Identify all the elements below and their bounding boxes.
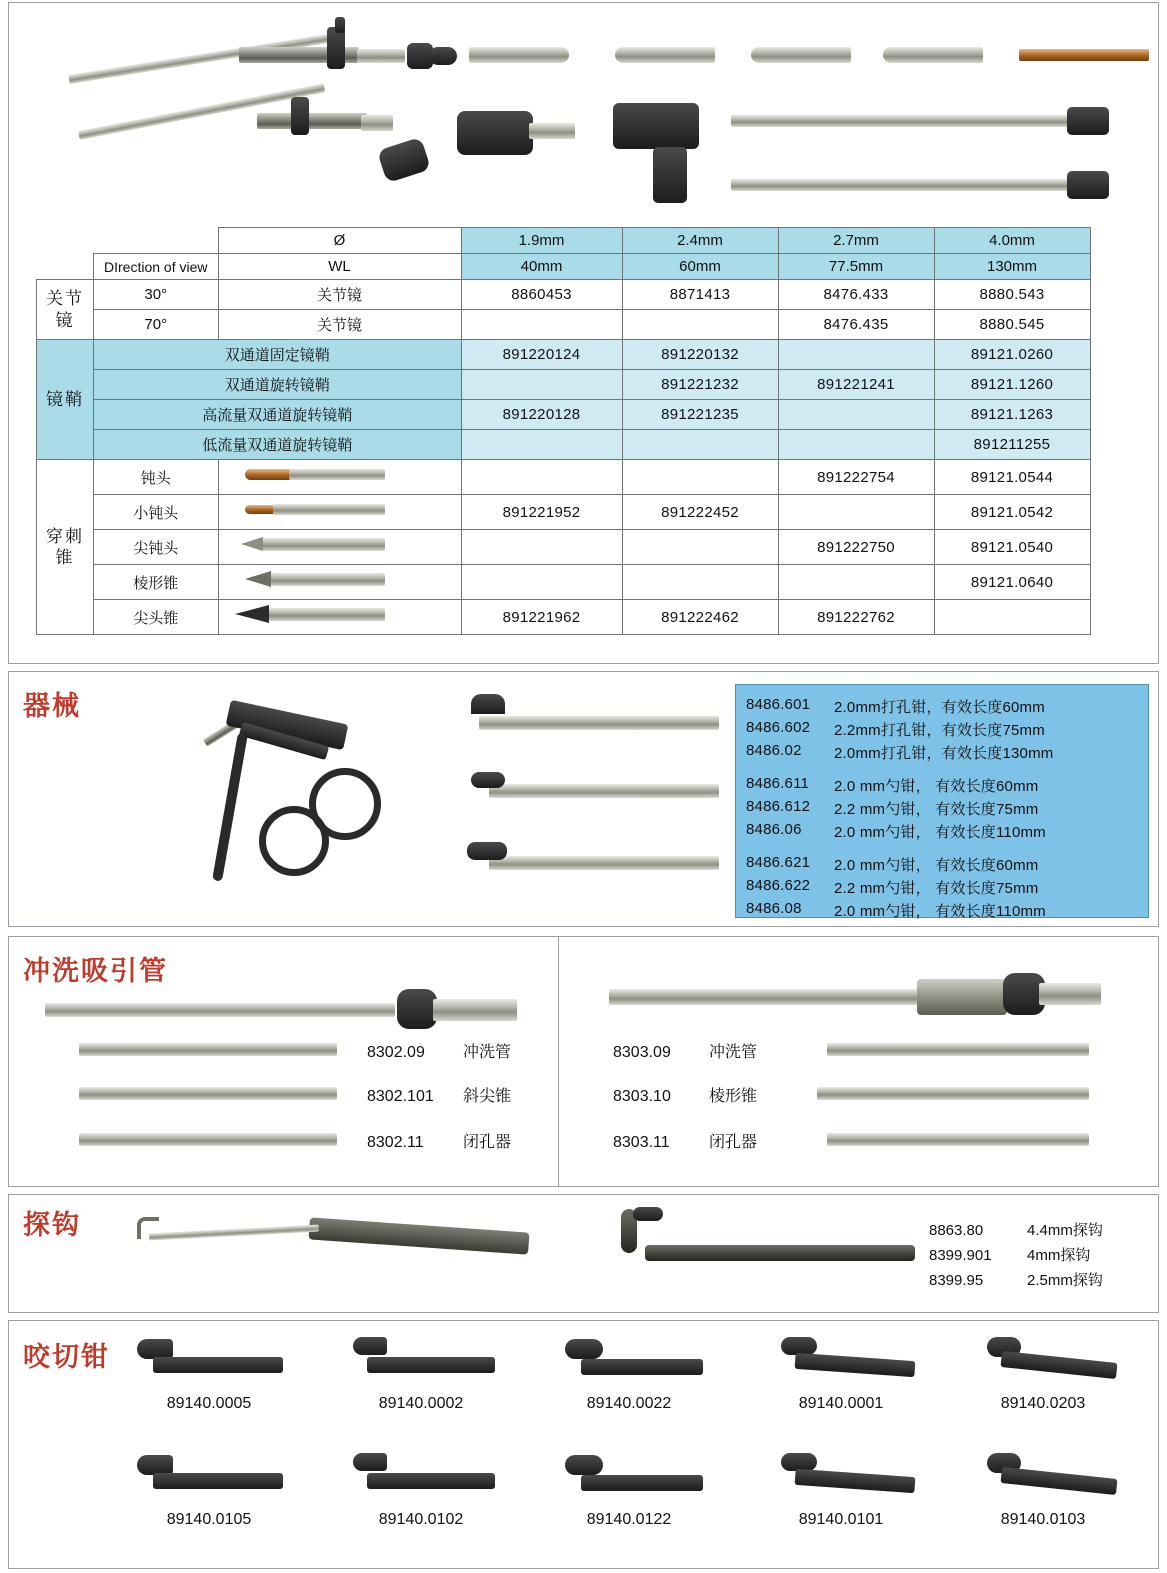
list-item: 8486.08 2.0 mm勺钳， 有效长度110mm <box>746 900 1046 920</box>
arthroscope-body-2 <box>291 97 309 135</box>
code: 891220124 <box>461 340 622 370</box>
code: 891222452 <box>622 495 778 530</box>
tube-left-1 <box>79 1043 337 1056</box>
specification-table <box>36 227 1091 635</box>
code: 891221232 <box>622 370 778 400</box>
arthroscope-eyecup-2 <box>377 137 431 184</box>
code: 891222750 <box>778 530 934 565</box>
tube-left-3 <box>79 1133 337 1146</box>
code <box>622 430 778 460</box>
punch-jaw-icon <box>119 1449 299 1505</box>
code: 891222754 <box>778 460 934 495</box>
code <box>461 565 622 600</box>
list-item: 8399.95 2.5mm探钩 <box>929 1272 1103 1289</box>
punch-jaw-instrument-1 <box>479 716 719 730</box>
code: 89121.0540 <box>934 530 1090 565</box>
code: 891220128 <box>461 400 622 430</box>
product-name-scope-30: 关节镜 <box>218 280 461 310</box>
punch-jaw-instrument-3 <box>489 856 719 870</box>
punch-item: 89140.0002 <box>331 1333 511 1413</box>
cannula-upper <box>731 115 1071 127</box>
hook-panel <box>8 1194 1159 1313</box>
irrigation-title: 冲洗吸引管 <box>23 956 168 987</box>
table-row <box>37 370 1091 400</box>
punch-jaw-icon <box>539 1449 719 1505</box>
code: 89121.1263 <box>934 400 1090 430</box>
panel-divider <box>558 937 559 1186</box>
list-item: 8486.611 2.0 mm勺钳， 有效长度60mm <box>746 775 1039 795</box>
punch-item: 89140.0105 <box>119 1449 299 1529</box>
hook-code-list <box>929 1217 1103 1292</box>
blunt-tip-icon <box>218 460 461 495</box>
punch-jaw-tip-1 <box>471 694 505 714</box>
small-blunt-tip-icon <box>218 495 461 530</box>
product-name-sheath-4: 低流量双通道旋转镜鞘 <box>94 430 462 460</box>
code <box>622 310 778 340</box>
punch-title: 咬切钳 <box>23 1342 110 1373</box>
diameter-symbol-cell: Ø <box>218 228 461 254</box>
arthroscope-light-post-1 <box>335 17 345 33</box>
arthroscope-eyepiece-1 <box>357 49 405 63</box>
irrigation-cannula-right <box>609 989 929 1005</box>
code: 89121.0640 <box>934 565 1090 600</box>
scopes-photo-strip <box>9 3 1158 211</box>
product-name-trocar-4: 棱形锥 <box>94 565 219 600</box>
code: 891211255 <box>934 430 1090 460</box>
punch-item: 89140.0101 <box>751 1449 931 1529</box>
obturator-2 <box>615 47 715 63</box>
code <box>778 340 934 370</box>
group-label-sheath: 镜鞘 <box>37 340 94 460</box>
list-item: 8486.602 2.2mm打孔钳，有效长度75mm <box>746 719 1045 739</box>
view-angle-30: 30° <box>94 280 219 310</box>
hook-probe-shaft <box>149 1225 319 1241</box>
list-item: 8486.601 2.0mm打孔钳，有效长度60mm <box>746 696 1045 716</box>
copper-tip-obturator <box>1019 49 1149 61</box>
table-row <box>37 400 1091 430</box>
arthroscope-shaft-2 <box>78 83 325 140</box>
pyramid-tip-icon <box>218 565 461 600</box>
code: 891221235 <box>622 400 778 430</box>
table-header-row-wl <box>37 254 1091 280</box>
table-row <box>37 495 1091 530</box>
code: 891220132 <box>622 340 778 370</box>
wl-1: 40mm <box>461 254 622 280</box>
code <box>461 370 622 400</box>
table-row <box>37 280 1091 310</box>
tube-right-1 <box>827 1043 1089 1056</box>
punch-jaw-icon <box>751 1449 931 1505</box>
camera-handle <box>653 147 687 203</box>
code <box>461 430 622 460</box>
punch-jaw-tip-3 <box>467 842 507 860</box>
wl-header: WL <box>218 254 461 280</box>
hook-large-tip-icon <box>633 1207 663 1221</box>
irrigation-cannula-left <box>45 1003 395 1017</box>
punch-item: 89140.0001 <box>751 1333 931 1413</box>
code: 891221952 <box>461 495 622 530</box>
code <box>622 530 778 565</box>
code <box>461 310 622 340</box>
list-item: 8399.901 4mm探钩 <box>929 1247 1091 1264</box>
punch-item: 89140.0122 <box>539 1449 719 1529</box>
list-item: 8303.11 闭孔器 <box>613 1134 758 1151</box>
code: 89121.1260 <box>934 370 1090 400</box>
diameter-2: 2.4mm <box>622 228 778 254</box>
cannula-lower <box>731 179 1071 191</box>
wl-3: 77.5mm <box>778 254 934 280</box>
code <box>934 600 1090 635</box>
irrigation-stopcock-left <box>397 989 437 1029</box>
irrigation-panel <box>8 936 1159 1187</box>
table-row <box>37 565 1091 600</box>
camera-head <box>613 103 699 149</box>
hook-large-shaft <box>645 1245 915 1261</box>
list-item: 8486.612 2.2 mm勺钳， 有效长度75mm <box>746 798 1039 818</box>
product-name-trocar-5: 尖头锥 <box>94 600 219 635</box>
punch-jaw-tip-2 <box>471 772 505 788</box>
obturator-4 <box>883 47 983 63</box>
tube-left-2 <box>79 1087 337 1100</box>
punch-panel <box>8 1320 1159 1569</box>
code: 8871413 <box>622 280 778 310</box>
arthroscope-cable-connector-1 <box>429 47 457 65</box>
code: 8476.433 <box>778 280 934 310</box>
punch-jaw-icon <box>331 1333 511 1389</box>
list-item: 8863.80 4.4mm探钩 <box>929 1222 1103 1239</box>
instruments-title: 器械 <box>23 691 81 722</box>
table-row <box>37 530 1091 565</box>
table-row <box>37 460 1091 495</box>
code: 891222762 <box>778 600 934 635</box>
irrigation-connector-left <box>433 999 517 1021</box>
punch-jaw-icon <box>119 1333 299 1389</box>
arthroscope-eyepiece-2 <box>361 115 393 131</box>
list-item: 8302.101 斜尖锥 <box>367 1088 512 1105</box>
table-row <box>37 310 1091 340</box>
code <box>622 565 778 600</box>
obturator-3 <box>751 47 851 63</box>
punch-jaw-instrument-2 <box>489 784 719 798</box>
code <box>778 400 934 430</box>
sharp-tip-icon <box>218 600 461 635</box>
hook-probe-handle <box>309 1217 530 1254</box>
diameter-4: 4.0mm <box>934 228 1090 254</box>
code <box>778 495 934 530</box>
product-name-trocar-3: 尖钝头 <box>94 530 219 565</box>
code <box>461 460 622 495</box>
irrigation-grip-right <box>917 979 1007 1015</box>
hook-title: 探钩 <box>23 1210 81 1241</box>
table-row <box>37 340 1091 370</box>
diameter-1: 1.9mm <box>461 228 622 254</box>
code: 891221962 <box>461 600 622 635</box>
table-header-row-diameter <box>37 228 1091 254</box>
code: 89121.0542 <box>934 495 1090 530</box>
arthroscope-body-1 <box>327 27 345 69</box>
list-item: 8486.622 2.2 mm勺钳， 有效长度75mm <box>746 877 1039 897</box>
list-item: 8302.11 闭孔器 <box>367 1134 512 1151</box>
trocar-handle <box>457 111 533 155</box>
list-item: 8486.02 2.0mm打孔钳，有效长度130mm <box>746 742 1054 762</box>
code: 891222462 <box>622 600 778 635</box>
punch-jaw-icon <box>539 1333 719 1389</box>
punch-item: 89140.0203 <box>953 1333 1133 1413</box>
code <box>778 565 934 600</box>
punch-item: 89140.0005 <box>119 1333 299 1413</box>
punch-item: 89140.0022 <box>539 1333 719 1413</box>
wl-2: 60mm <box>622 254 778 280</box>
code: 8860453 <box>461 280 622 310</box>
direction-of-view-header: DIrection of view <box>94 254 219 280</box>
scopes-panel <box>8 2 1159 664</box>
list-item: 8486.621 2.0 mm勺钳， 有效长度60mm <box>746 854 1039 874</box>
punch-jaw-icon <box>953 1449 1133 1505</box>
code <box>461 530 622 565</box>
arthroscope-sheath-2 <box>257 113 367 129</box>
view-angle-70: 70° <box>94 310 219 340</box>
code: 8476.435 <box>778 310 934 340</box>
instruments-code-box <box>735 684 1149 918</box>
punch-jaw-icon <box>751 1333 931 1389</box>
group-label-scope: 关节镜 <box>37 280 94 340</box>
irrigation-connector-right <box>1039 983 1101 1005</box>
punch-jaw-icon <box>331 1449 511 1505</box>
group-label-trocar: 穿刺锥 <box>37 460 94 635</box>
code: 89121.0544 <box>934 460 1090 495</box>
table-row <box>37 430 1091 460</box>
code: 891221241 <box>778 370 934 400</box>
instruments-panel <box>8 671 1159 927</box>
forceps-ring-lower <box>259 806 329 876</box>
punch-jaw-icon <box>953 1333 1133 1389</box>
tube-right-3 <box>827 1133 1089 1146</box>
list-item: 8303.10 棱形锥 <box>613 1088 758 1105</box>
punch-item: 89140.0103 <box>953 1449 1133 1529</box>
code: 8880.545 <box>934 310 1090 340</box>
list-item: 8303.09 冲洗管 <box>613 1044 758 1061</box>
wl-4: 130mm <box>934 254 1090 280</box>
code: 8880.543 <box>934 280 1090 310</box>
list-item: 8302.09 冲洗管 <box>367 1044 512 1061</box>
product-name-scope-70: 关节镜 <box>218 310 461 340</box>
forceps-lower-arm <box>212 732 248 881</box>
hook-probe-tip-icon <box>137 1217 159 1239</box>
cannula-upper-connector <box>1067 107 1109 135</box>
product-name-trocar-1: 钝头 <box>94 460 219 495</box>
code <box>622 460 778 495</box>
cannula-lower-connector <box>1067 171 1109 199</box>
product-name-sheath-2: 双通道旋转镜鞘 <box>94 370 462 400</box>
semi-sharp-tip-icon <box>218 530 461 565</box>
punch-item: 89140.0102 <box>331 1449 511 1529</box>
product-name-sheath-1: 双通道固定镜鞘 <box>94 340 462 370</box>
product-name-sheath-3: 高流量双通道旋转镜鞘 <box>94 400 462 430</box>
code <box>778 430 934 460</box>
product-name-trocar-2: 小钝头 <box>94 495 219 530</box>
diameter-3: 2.7mm <box>778 228 934 254</box>
table-row <box>37 600 1091 635</box>
code: 89121.0260 <box>934 340 1090 370</box>
list-item: 8486.06 2.0 mm勺钳， 有效长度110mm <box>746 821 1046 841</box>
obturator-1 <box>469 47 569 63</box>
trocar-shaft <box>529 123 575 139</box>
tube-right-2 <box>817 1087 1089 1100</box>
